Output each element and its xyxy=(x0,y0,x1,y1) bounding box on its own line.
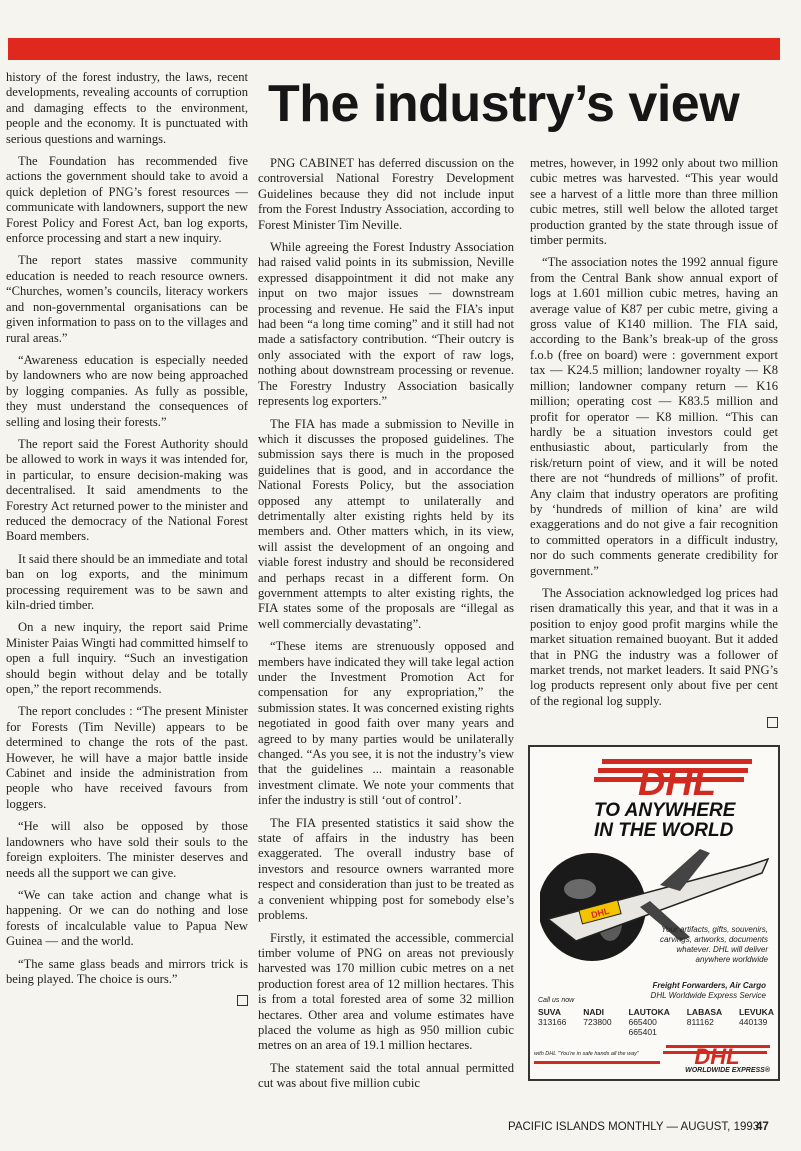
dhl-blurb: Your artifacts, gifts, souvenirs, carvings, artworks, documents whatever. DHL will deliver anywhere worldwide xyxy=(659,925,768,964)
paragraph: The report concludes : “The present Minister for Forests (Tim Neville) appears to be determined to change the rots of the past. However, he will have a major battle inside Cabinet and inside the administration from people who have received favours from loggers. xyxy=(6,704,248,811)
paragraph: On a new inquiry, the report said Prime Minister Paias Wingti had committed himself to open a full inquiry. “Such an investigation should begin without delay and be totally open,” the report recommends. xyxy=(6,620,249,697)
phone-number: 665400 xyxy=(628,1017,657,1027)
end-of-article-mark xyxy=(6,992,248,1007)
end-box-icon xyxy=(237,995,248,1006)
phone-city: LAUTOKA xyxy=(628,1007,670,1017)
forwarders-line: Freight Forwarders, Air Cargo xyxy=(652,981,766,990)
magazine-issue: PACIFIC ISLANDS MONTHLY — AUGUST, 1993 xyxy=(508,1121,760,1133)
end-of-article-mark xyxy=(530,714,778,729)
phone-entry xyxy=(739,1007,774,1037)
phone-city: LEVUKA xyxy=(739,1007,774,1017)
paragraph: “These items are strenuously opposed and members have indicated they will take legal action under the Investment Promotion Act for compensation for any expropriation,” the submission states. It was concerned existing rights negotiated in good faith over many years and agreed to by many parties would be unilaterally changed. “As you see, it is not the industry’s view that the guidelines ... maintain a reasonable investment climate. We note your comments that infer the industry is still ‘out of control’. xyxy=(258,639,514,808)
end-box-icon xyxy=(767,717,778,728)
svg-text:DHL: DHL xyxy=(694,1044,740,1065)
phone-number: 723800 xyxy=(583,1017,612,1027)
paragraph: The Foundation has recommended five actions the government should take to avoid a quick depletion of PNG’s forest resources — communicate with landowners, support the new Forest Policy and Forest Act, ban log exports, enforce processing and start a new inquiry. xyxy=(6,154,248,246)
paragraph: “The association notes the 1992 annual figure from the Central Bank show annual export of logs at 1.601 million cubic metres, having an average value of K87 per cubic metre, giving a gross value of K140 million. The FIA said, according to the Bank’s break-up of the gross f.o.b (free on board) were : government export tax — K24.5 million; landowner royalty — K8 million; landowner company return — K16 million; operating cost — K83.5 million and profit for operator — K8 million. “This can hardly be a situation investors could get enthusiastic about, particularly from the risk/return point of view, and it will be noted there are not “hundreds of millions” of profit. Any claim that industry operators are profiting by ‘hundreds of million of kina’ are wild exaggerations and do not give a fair recognition to committed operators in a difficult industry, nor do such comments generate credibility for government.” xyxy=(530,255,778,578)
paragraph: The FIA presented statistics it said show the state of affairs in the industry has been exaggerated. The overall industry base of investors and resource owners warranted more respect and consideration than just to be treated as a convenient whipping post for somebody else’s problems. xyxy=(258,815,514,923)
worldwide-express: WORLDWIDE EXPRESS® xyxy=(685,1067,770,1074)
column-left xyxy=(6,70,248,1008)
paragraph: metres, however, in 1992 only about two million cubic metres was harvested. “This year would see a harvest of a little more than three million cubic metres, still well below the alloted target production granted by the state through issue of timber permits. xyxy=(530,156,778,248)
paragraph: PNG CABINET has deferred discussion on the controversial National Forestry Development Guidelines because they did not include input from the Forest Industry Association, according to Forest Minister Tim Neville. xyxy=(258,156,514,232)
call-us-label: Call us now xyxy=(538,997,575,1004)
dhl-logo-small xyxy=(660,1043,774,1065)
paragraph: “Awareness education is especially needed by landowners who are now being approached by logging companies. As fully as possible, they must understand the consequences of selling and losing their forests.” xyxy=(6,352,248,429)
paragraph: Firstly, it estimated the accessible, commercial timber volume of PNG on areas not previously harvested was 170 million cubic metres on a net production forest area of 12 million hectares. This is from a total forested area of some 32 million hectares. Other area and volume estimates have placed the volume as high as 950 million cubic metres on an area of 19.1 million hectares. xyxy=(258,930,514,1053)
phone-entry xyxy=(687,1007,722,1037)
red-stripe xyxy=(534,1061,660,1064)
paragraph: The Association acknowledged log prices had risen dramatically this year, and that it was in a position to enjoy good profit margins while the market situation remained buoyant. But it added that in PNG the industry was a follower of market trends, not market leaders. It said PNG’s log products represent only about five per cent of the regional log supply. xyxy=(530,585,778,708)
phone-city: LABASA xyxy=(686,1007,723,1017)
phone-number: 811162 xyxy=(686,1017,714,1027)
dhl-tagline xyxy=(594,801,735,841)
svg-text:DHL: DHL xyxy=(590,905,611,921)
paragraph: While agreeing the Forest Industry Association had raised valid points in its submission, Neville expressed disappointment it did not make any input on two major issues — downstream processing and revenue. He said the FIA’s input had been “a long time coming” and it still had not made a satisfactory contribution. “Their outcry is only associated with the export of raw logs, nothing about downstream processing or revenue. The Forestry Industry Association basically represents log exporters.” xyxy=(258,240,514,409)
paragraph: The FIA has made a submission to Neville in which it discusses the proposed guidelines. The submission says there is much in the proposed guidelines that is good, and in accordance the National Forests Policy, but the association opposed any attempt to unilaterally and detrimentally alter existing rights held by its members and. Other matters which, in its view, will assist the development of an ongoing and viable forest industry and should be reconsidered and perhaps recast in a different form. On government attempts to alter existing rights, the FIA states some of the proposals are “illegal as well commercially devastating”. xyxy=(258,416,514,631)
phone-number: 313166 xyxy=(538,1017,567,1027)
column-middle xyxy=(258,156,514,1099)
phone-number: 440139 xyxy=(739,1017,768,1027)
phone-entry xyxy=(583,1007,611,1037)
paragraph: “The same glass beads and mirrors trick is being played. The choice is ours.” xyxy=(6,956,248,986)
paragraph: The report said the Forest Authority should be allowed to work in ways it was intended for, in particular, to ensure decision-making was decentralised. It said amendments to the Forestry Act returned power to the minister and reduced the democracy of the National Forest Board members. xyxy=(6,436,248,544)
column-right xyxy=(530,156,778,730)
paragraph: The report states massive community education is needed to reach resource owners. “Churches, women’s councils, literacy workers and non-governmental organisations can be given information to pass on to the villages and rural areas.” xyxy=(6,253,248,345)
paragraph: It said there should be an immediate and total ban on log exports, and the minimum processing requirement was to be sawn and kiln-dried timber. xyxy=(6,551,248,612)
phone-city: SUVA xyxy=(538,1007,561,1017)
svg-text:DHL: DHL xyxy=(637,762,717,801)
phone-number: 665401 xyxy=(628,1027,657,1037)
article-title: The industry’s view xyxy=(268,75,740,133)
tagline-line-1: TO ANYWHERE xyxy=(594,800,736,821)
header-red-bar xyxy=(8,38,780,60)
phone-city: NADI xyxy=(583,1007,605,1017)
tagline-line-2: IN THE WORLD xyxy=(594,820,734,841)
paragraph: The statement said the total annual permitted cut was about five million cubic xyxy=(258,1060,514,1091)
paragraph: history of the forest industry, the laws, recent developments, revealing accounts of corruption and damaging effects to the environment, people and the economy. It is punctuated with serious questions and warnings. xyxy=(6,70,248,146)
phone-entry xyxy=(538,1007,566,1037)
phone-entry xyxy=(628,1007,669,1037)
dhl-logo xyxy=(592,755,762,801)
dhl-slogan: with DHL "You're in safe hands all the way" xyxy=(534,1051,639,1057)
paragraph: “He will also be opposed by those landowners who have sold their souls to the foreign exploiters. The minister deserves and needs all the support we can give. xyxy=(6,819,248,880)
dhl-forwarders xyxy=(651,981,766,1001)
phone-list xyxy=(538,1007,774,1037)
service-line: DHL Worldwide Express Service xyxy=(650,991,766,1000)
page-number: 47 xyxy=(756,1121,769,1133)
paragraph: “We can take action and change what is happening. Or we can do nothing and lose forests of incalculable value to Papua New Guinea — and the world. xyxy=(6,887,248,949)
dhl-advertisement xyxy=(528,745,780,1081)
